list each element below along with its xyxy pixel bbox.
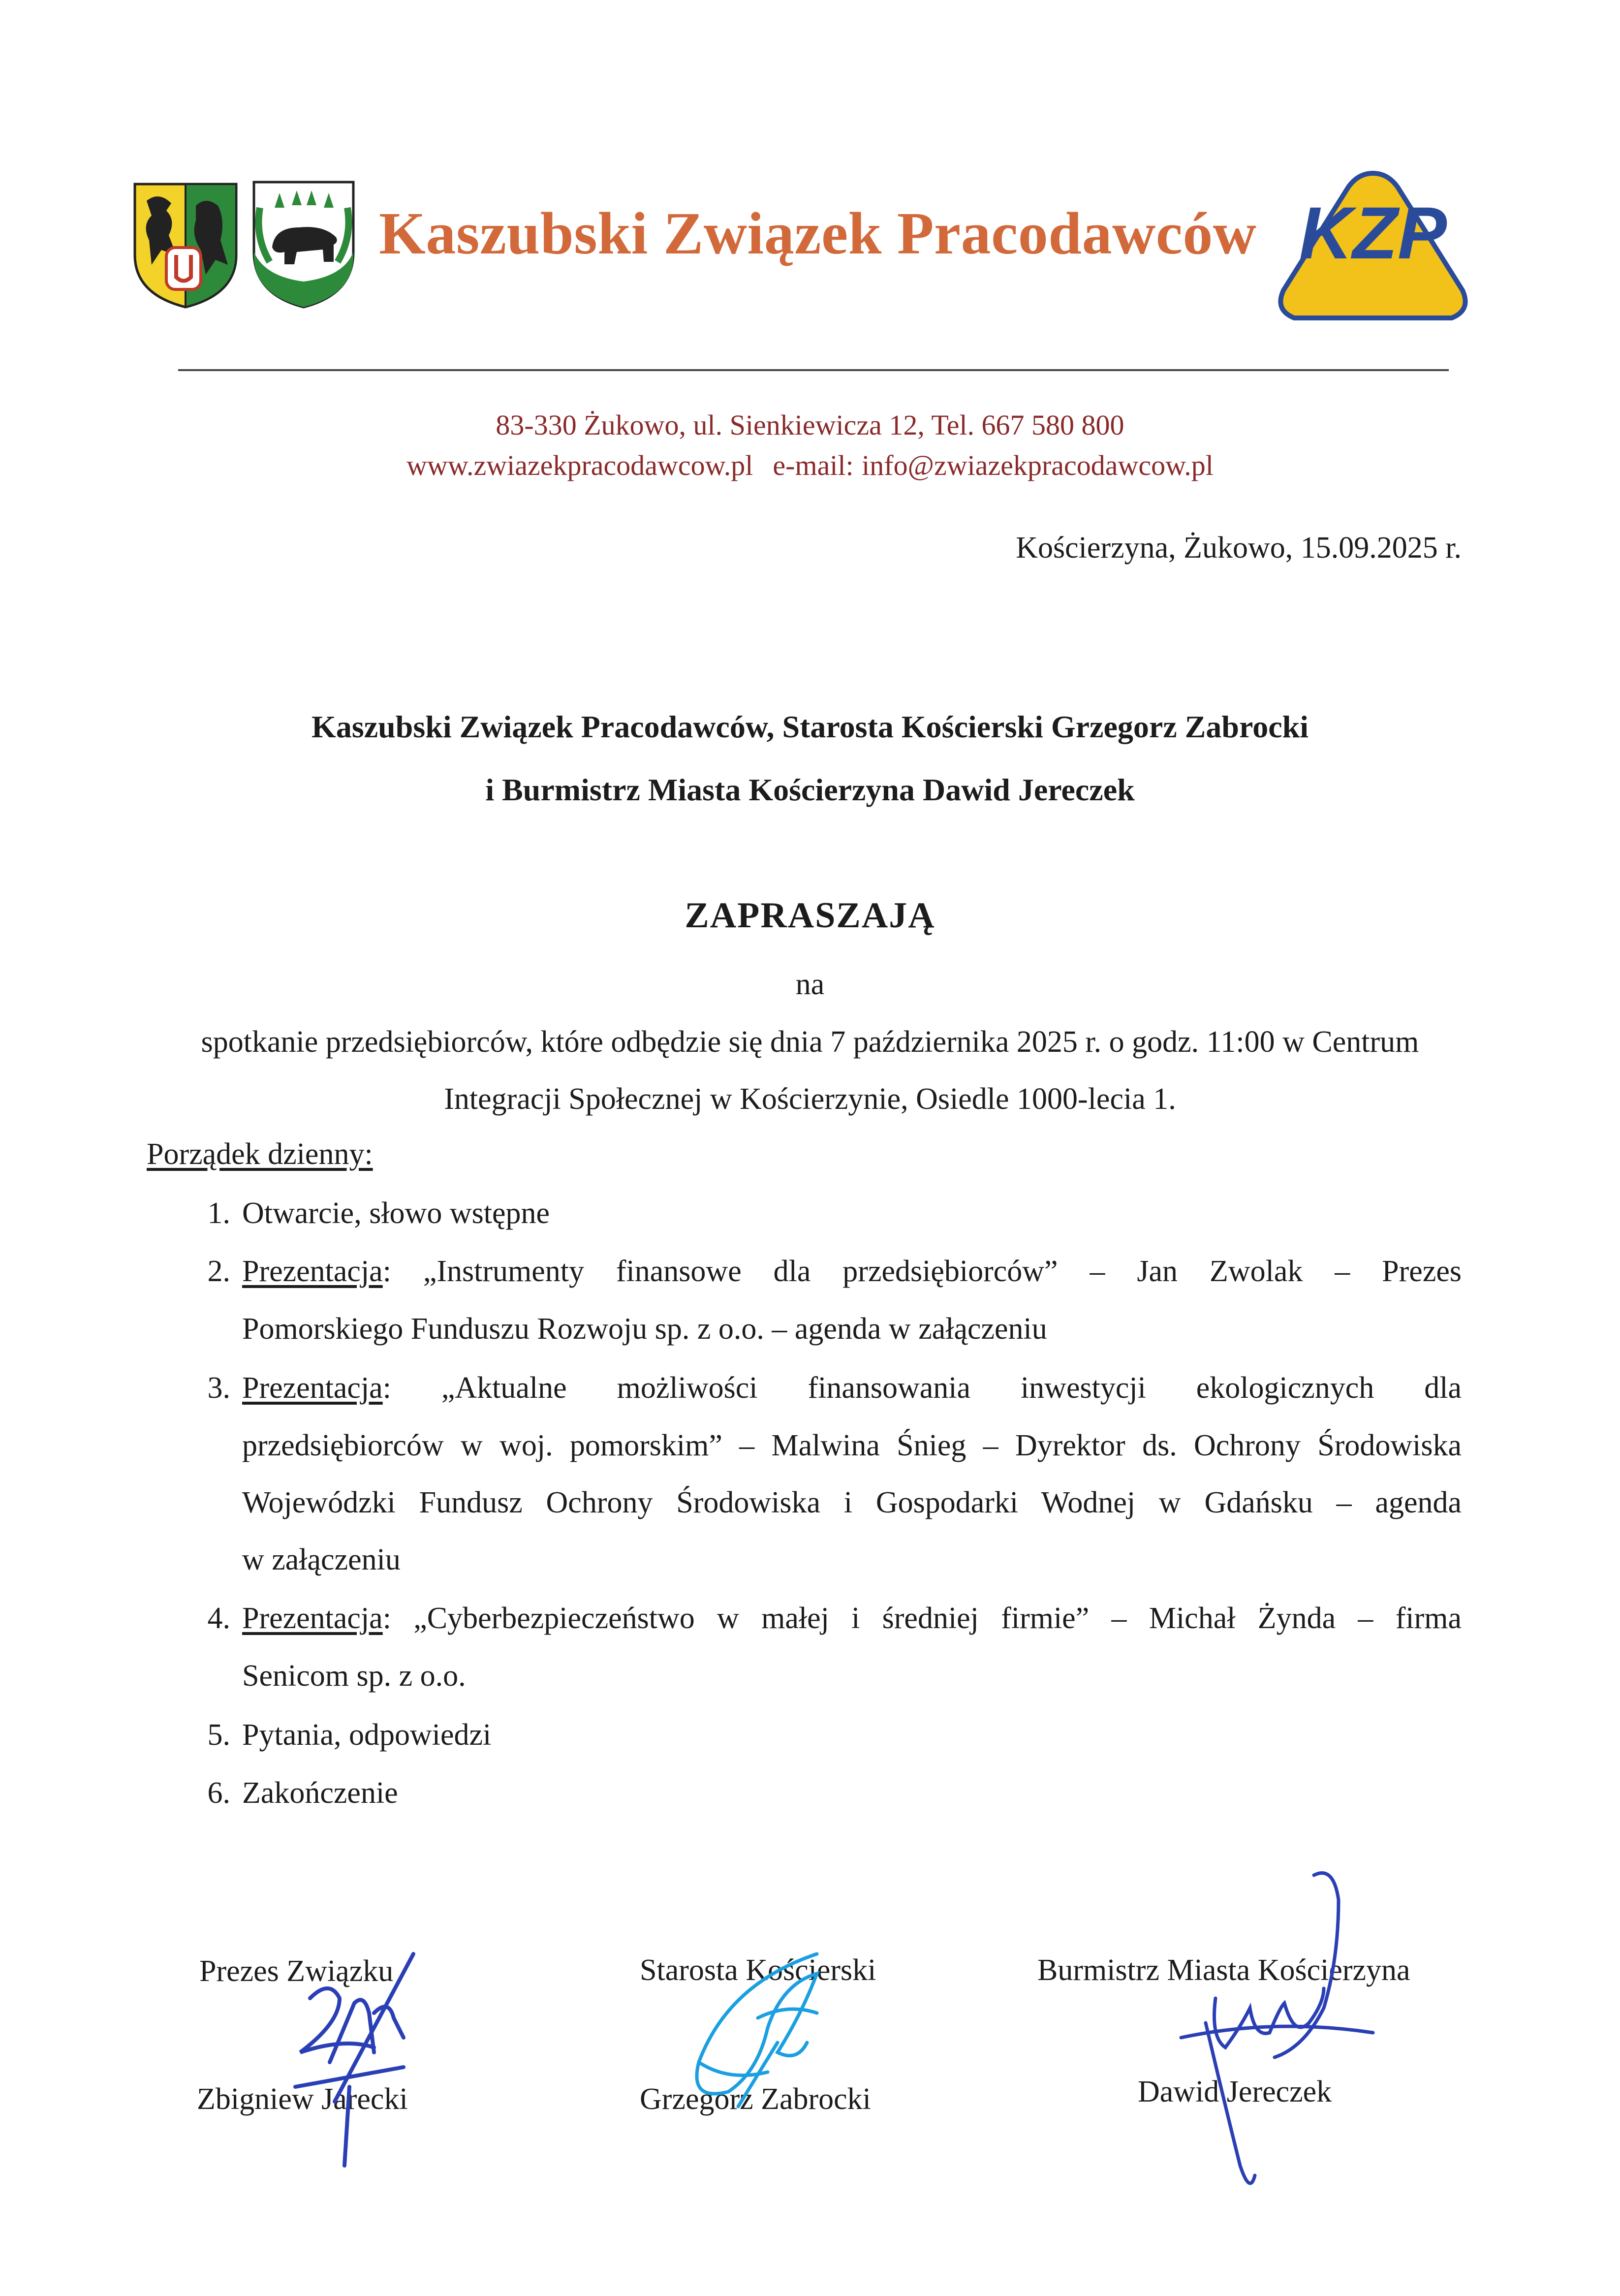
hosts-line-1: Kaszubski Związek Pracodawców, Starosta Kościerski Grzegorz Zabrocki [312, 709, 1308, 744]
agenda-item-4-line-1: Prezentacja: „Cyberbezpieczeństwo w małej i średniej firmie” – Michał Żynda – firma [242, 1602, 1462, 1635]
presentation-label: Prezentacja [242, 1371, 383, 1405]
contact-web-email [0, 449, 1620, 482]
signature-role-starosta: Starosta Kościerski [640, 1953, 876, 1987]
presentation-label: Prezentacja [242, 1602, 383, 1635]
agenda-item-3-line-3: Wojewódzki Fundusz Ochrony Środowiska i Gospodarki Wodnej w Gdańsku – agenda [242, 1486, 1462, 1519]
date-line: Kościerzyna, Żukowo, 15.09.2025 r. [1016, 531, 1462, 565]
presentation-label: Prezentacja [242, 1255, 383, 1288]
agenda-item-2-line-1: Prezentacja: „Instrumenty finansowe dla przedsiębiorców” – Jan Zwolak – Prezes [242, 1255, 1462, 1288]
handwritten-signature-icon [1176, 1860, 1383, 2205]
agenda-item-3-line-2: przedsiębiorców w woj. pomorskim” – Malwina Śnieg – Dyrektor ds. Ochrony Środowiska [242, 1429, 1462, 1462]
kzp-logo-icon [1275, 167, 1471, 325]
agenda-item-5: Pytania, odpowiedzi [242, 1718, 492, 1752]
agenda-item-3-line-1: Prezentacja: „Aktualne możliwości finansowania inwestycji ekologicznych dla [242, 1371, 1462, 1405]
hosts-line-2: i Burmistrz Miasta Kościerzyna Dawid Jereczek [485, 772, 1135, 807]
agenda-item-number: 3. [207, 1371, 230, 1405]
meeting-details-line-1: spotkanie przedsiębiorców, które odbędzie się dnia 7 października 2025 r. o godz. 11:00 w Centrum [201, 1025, 1419, 1059]
signature-name-president: Zbigniew Jarecki [197, 2082, 408, 2116]
invite-on: na [795, 968, 825, 1001]
agenda-item-number: 4. [207, 1602, 230, 1635]
agenda-item-number: 5. [207, 1718, 230, 1752]
agenda-item-number: 6. [207, 1776, 230, 1810]
agenda-item-3-line-4: w załączeniu [242, 1543, 401, 1576]
contact-address: 83-330 Żukowo, ul. Sienkiewicza 12, Tel. 667 580 800 [496, 409, 1124, 441]
signature-role-president: Prezes Związku [199, 1954, 394, 1988]
agenda-item-6: Zakończenie [242, 1776, 398, 1810]
handwritten-signature-icon [256, 1939, 433, 2175]
signature-name-starosta: Grzegorz Zabrocki [640, 2082, 871, 2116]
signature-role-mayor: Burmistrz Miasta Kościerzyna [1037, 1953, 1410, 1987]
signature-name-mayor: Dawid Jereczek [1138, 2075, 1332, 2108]
organization-title: Kaszubski Związek Pracodawców [379, 200, 1257, 267]
email-link[interactable]: e-mail: info@zwiazekpracodawcow.pl [773, 449, 1214, 481]
agenda-heading: Porządek dzienny: [147, 1137, 373, 1171]
coat-of-arms-bear-trees-icon [250, 178, 357, 310]
agenda-item-4-line-2: Senicom sp. z o.o. [242, 1659, 466, 1693]
kzp-logo-text: KZP [1299, 191, 1447, 274]
agenda-item-number: 1. [207, 1196, 230, 1230]
handwritten-signature-icon [669, 1944, 846, 2126]
agenda-item-number: 2. [207, 1255, 230, 1288]
agenda-item-2-line-2: Pomorskiego Funduszu Rozwoju sp. z o.o. – agenda w załączeniu [242, 1312, 1047, 1346]
invite-heading: ZAPRASZAJĄ [685, 895, 935, 936]
website-link[interactable]: www.zwiazekpracodawcow.pl [406, 449, 753, 481]
coat-of-arms-griffin-bear-icon [132, 181, 239, 309]
header-divider [178, 369, 1449, 371]
agenda-item-1: Otwarcie, słowo wstępne [242, 1196, 550, 1230]
meeting-details-line-2: Integracji Społecznej w Kościerzynie, Osiedle 1000-lecia 1. [444, 1082, 1176, 1116]
